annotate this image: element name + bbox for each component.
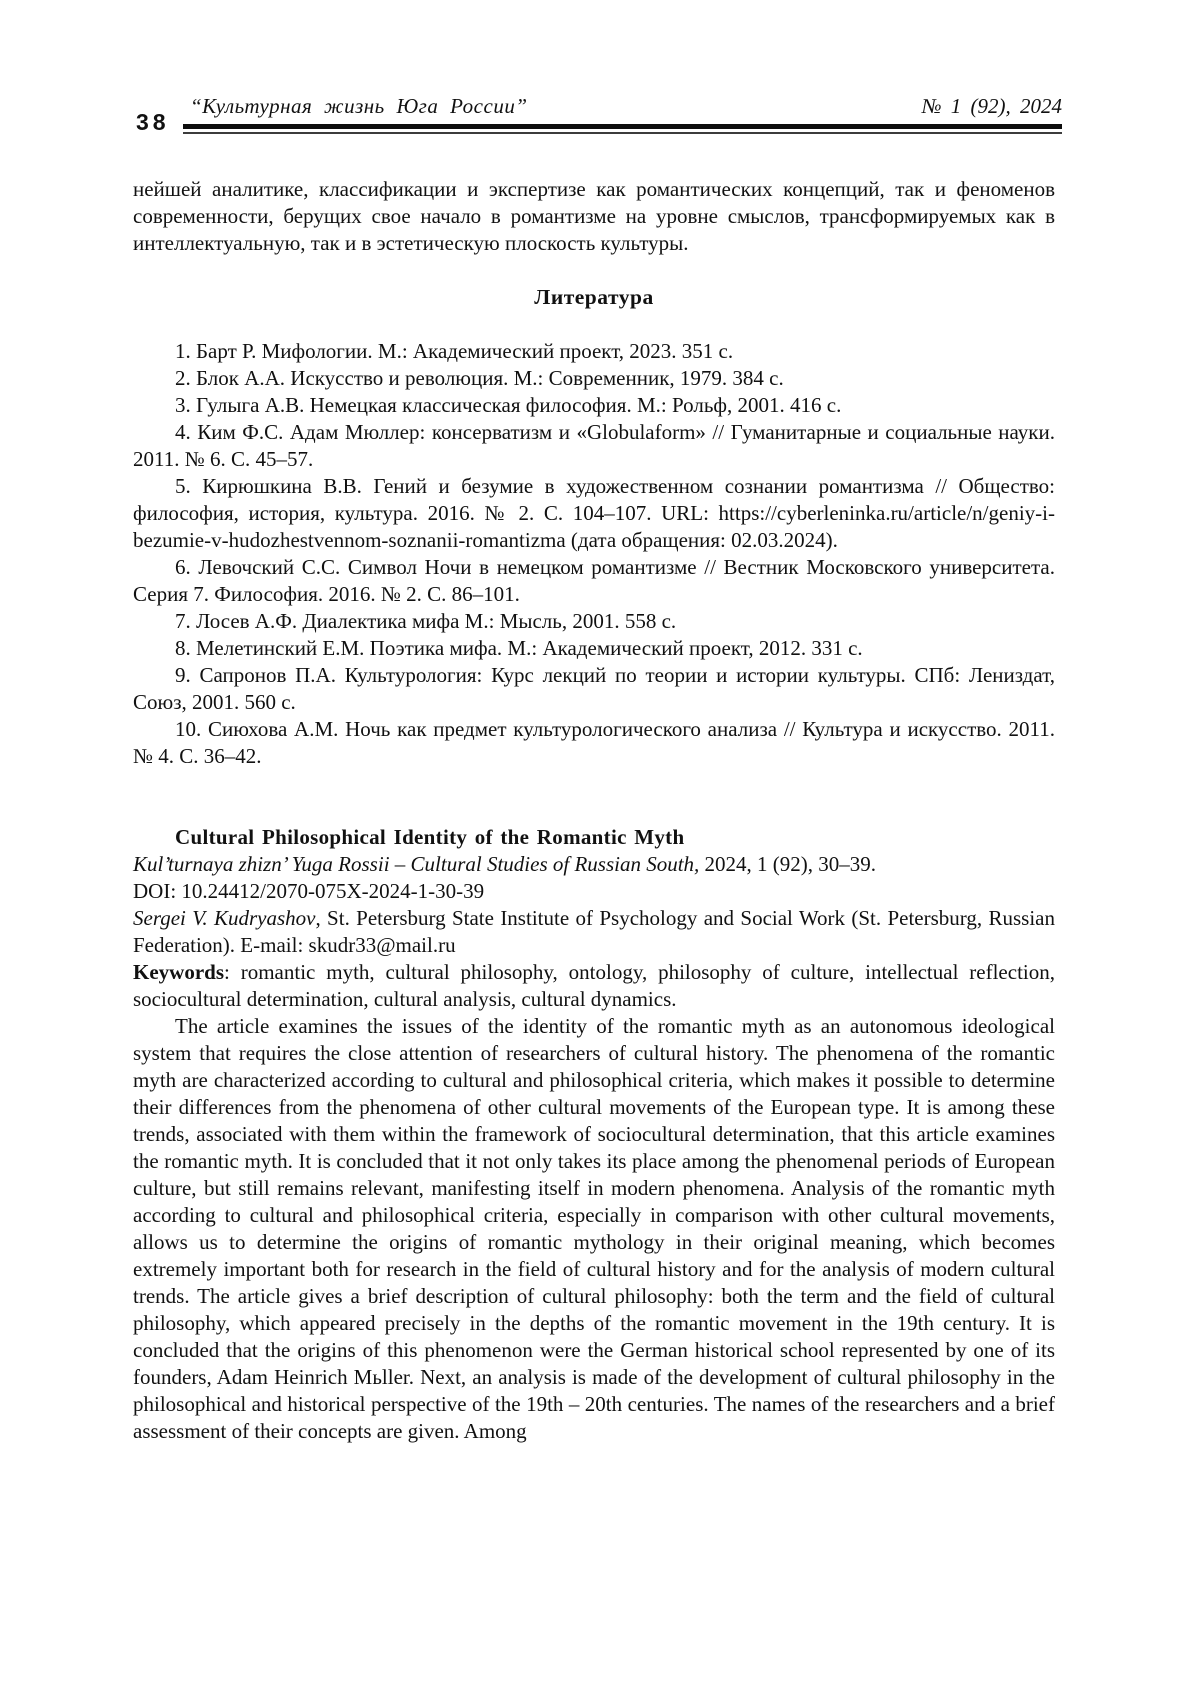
running-head: [190, 93, 1062, 119]
english-metadata-block: [133, 824, 1055, 1013]
reference-item-3: 3. Гулыга А.В. Немецкая классическая философия. М.: Рольф, 2001. 416 с.: [175, 393, 842, 417]
reference-item-4: 4. Ким Ф.С. Адам Мюллер: консерватизм и «Globulaform» // Гуманитарные и социальные науки. 2011. № 6. С. 45–57.: [133, 420, 1055, 471]
author-affiliation: [133, 905, 1055, 959]
reference-item-8: 8. Мелетинский Е.М. Поэтика мифа. М.: Академический проект, 2012. 331 с.: [175, 636, 863, 660]
keywords-line: [133, 959, 1055, 1013]
lead-paragraph: нейшей аналитике, классификации и экспертизе как романтических концепций, так и феноменов современности, берущих свое начало в романтизме на уровне смыслов, трансформируемых как в интеллектуальную, так и в эстетическую плоскость культуры.: [133, 177, 1055, 255]
author-name: Sergei V. Kudryashov: [133, 906, 316, 930]
keywords-label: Keywords: [133, 960, 224, 984]
journal-title: “Культурная жизнь Юга России”: [190, 94, 528, 118]
journal-citation-issue: 2024, 1 (92), 30–39.: [699, 852, 877, 876]
references-heading: Литература: [534, 285, 654, 309]
affiliation-text: , St. Petersburg State Institute of Psychology and Social Work (St. Petersburg, Russian Federation). E-mail: skudr33@mail.ru: [133, 906, 1055, 957]
page-content: [133, 176, 1055, 1445]
reference-item-1: 1. Барт Р. Мифологии. М.: Академический проект, 2023. 351 с.: [175, 339, 734, 363]
reference-item-10: 10. Сиюхова А.М. Ночь как предмет культурологического анализа // Культура и искусство. 2011. № 4. С. 36–42.: [133, 717, 1055, 768]
reference-item-7: 7. Лосев А.Ф. Диалектика мифа М.: Мысль, 2001. 558 с.: [175, 609, 677, 633]
doi-line: DOI: 10.24412/2070-075X-2024-1-30-39: [133, 879, 485, 903]
header-rule: [183, 124, 1062, 134]
reference-item-6: 6. Левочский С.С. Символ Ночи в немецком романтизме // Вестник Московского университета. Серия 7. Философия. 2016. № 2. С. 86–101.: [133, 555, 1055, 606]
english-article-title: Cultural Philosophical Identity of the Romantic Myth: [175, 825, 685, 849]
reference-item-2: 2. Блок А.А. Искусство и революция. М.: Современник, 1979. 384 с.: [175, 366, 784, 390]
journal-citation: [133, 851, 1055, 878]
issue-info: № 1 (92), 2024: [921, 94, 1062, 118]
header-rule-thick: [183, 124, 1062, 129]
reference-item-9: 9. Сапронов П.А. Культурология: Курс лекций по теории и истории культуры. СПб: Лениздат, Союз, 2001. 560 с.: [133, 663, 1055, 714]
page-number: 38: [136, 109, 170, 135]
reference-item-5: 5. Кирюшкина В.В. Гений и безумие в художественном сознании романтизма // Общество: философия, история, культура. 2016. № 2. С. 104–107. URL: https://cyberleninka.ru/article/n/geniy-i-bezumie-v-hudozhestvennom-soznanii-romantizma (дата обращения: 02.03.2024).: [133, 474, 1055, 552]
keywords-list: : romantic myth, cultural philosophy, ontology, philosophy of culture, intellectual reflection, sociocultural determination, cultural analysis, cultural dynamics.: [133, 960, 1055, 1011]
header-rule-thin: [183, 132, 1062, 134]
journal-citation-name: Kul’turnaya zhizn’ Yuga Rossii – Cultural Studies of Russian South,: [133, 852, 700, 876]
abstract-paragraph: The article examines the issues of the identity of the romantic myth as an autonomous ideological system that requires the close attention of researchers of cultural history. The phenomena of the romantic myth are characterized according to cultural and philosophical criteria, which makes it possible to determine their differences from the phenomena of other cultural movements of the European type. It is among these trends, associated with them within the framework of sociocultural determination, that this article examines the romantic myth. It is concluded that it not only takes its place among the phenomenal periods of European culture, but still remains relevant, manifesting itself in modern phenomena. Analysis of the romantic myth according to cultural and philosophical criteria, especially in comparison with other cultural movements, allows us to determine the origins of romantic mythology in their original meaning, which becomes extremely important both for research in the field of cultural history and for the analysis of modern cultural trends. The article gives a brief description of cultural philosophy: both the term and the field of cultural philosophy, which appeared precisely in the depths of the romantic movement in the 19th century. It is concluded that the origins of this phenomenon were the German historical school represented by one of its founders, Adam Heinrich Mьller. Next, an analysis is made of the development of cultural philosophy in the philosophical and historical perspective of the 19th – 20th centuries. The names of the researchers and a brief assessment of their concepts are given. Among: [133, 1014, 1055, 1443]
